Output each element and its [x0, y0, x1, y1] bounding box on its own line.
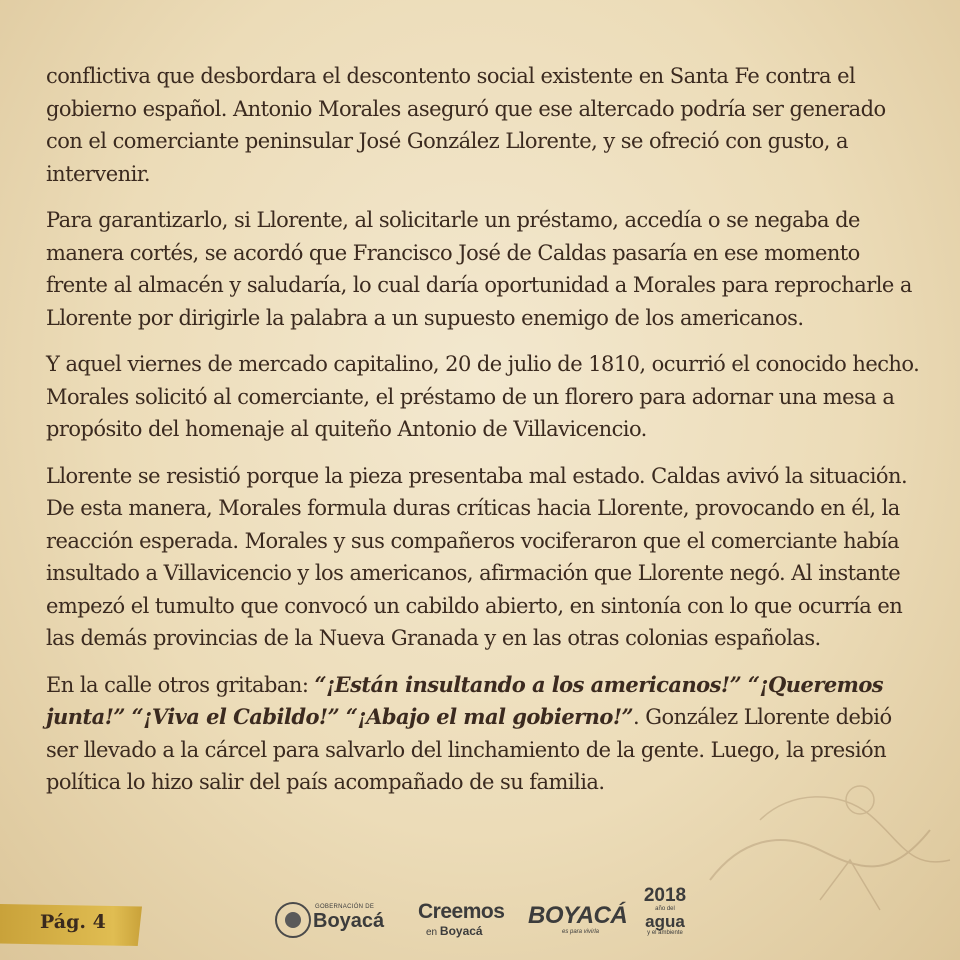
creemos-en-boyaca-logo [418, 900, 508, 944]
page-number: Pág. 4 [40, 911, 106, 933]
boyaca-es-para-vivirla-logo [528, 902, 628, 942]
paragraph [46, 204, 926, 334]
creemos-name: Creemos [418, 900, 505, 923]
gobernacion-name: Boyacá [313, 910, 385, 932]
boyaca-name: BOYACÁ [528, 902, 628, 929]
year-of-water-logo [640, 886, 690, 950]
paragraph [46, 460, 926, 655]
boyaca-tagline: es para vivirla [562, 929, 600, 935]
paragraph-text: Llorente se resistió porque la pieza presentaba mal estado. Caldas avivó la situación. De esta manera, Morales formula duras críticas hacia Llorente, provocando en él, la reacción esperada. Morales y sus compañeros vociferaron que el comerciante había insultado a Villavicencio y los americanos, afirmación que Llorente negó. Al instante empezó el tumulto que convocó un cabildo abierto, en sintonía con lo que ocurría en las demás provincias de la Nueva Granada y en las otras colonias españolas. [46, 463, 908, 650]
quoted-shouts: “¡Están insultando a los americanos!” “¡Queremos junta!” “¡Viva el Cabildo!” “¡Abajo el mal gobierno!” [46, 671, 884, 729]
paragraph-text: conflictiva que desbordara el descontento social existente en Santa Fe contra el gobierno español. Antonio Morales aseguró que ese altercado podría ser generado con el comerciante peninsular José González Llorente, y se ofreció con gusto, a intervenir. [46, 64, 886, 186]
creemos-sub: en Boyacá [426, 924, 483, 938]
footer [0, 885, 960, 960]
paragraph-text: Y aquel viernes de mercado capitalino, 20 de julio de 1810, ocurrió el conocido hecho. Morales solicitó al comerciante, el préstamo de un florero para adornar una mesa a propósito del homenaje al quiteño Antonio de Villavicencio. [46, 352, 920, 441]
year-number: 2018 [643, 885, 687, 906]
seal-icon [275, 902, 311, 938]
year-small: año del [655, 906, 675, 912]
year-tagline: y el ambiente [647, 930, 683, 936]
gobernacion-label: GOBERNACIÓN DE [315, 904, 375, 910]
year-word: agua [645, 912, 685, 931]
paragraph-text: Para garantizarlo, si Llorente, al solicitarle un préstamo, accedía o se negaba de manera cortés, se acordó que Francisco José de Caldas pasaría en ese momento frente al almacén y saludaría, lo cual daría oportunidad a Morales para reprocharle a Llorente por dirigirle la palabra a un supuesto enemigo de los americanos. [46, 208, 912, 330]
paragraph-text: En la calle otros gritaban: [46, 672, 315, 697]
paragraph [46, 348, 926, 446]
paragraph [46, 60, 926, 190]
article-body [46, 60, 926, 813]
paragraph-text: . González Llorente debió ser llevado a la cárcel para salvarlo del linchamiento de la gente. Luego, la presión política lo hizo salir del país acompañado de su familia. [46, 705, 892, 794]
gobernacion-boyaca-logo [275, 902, 390, 942]
